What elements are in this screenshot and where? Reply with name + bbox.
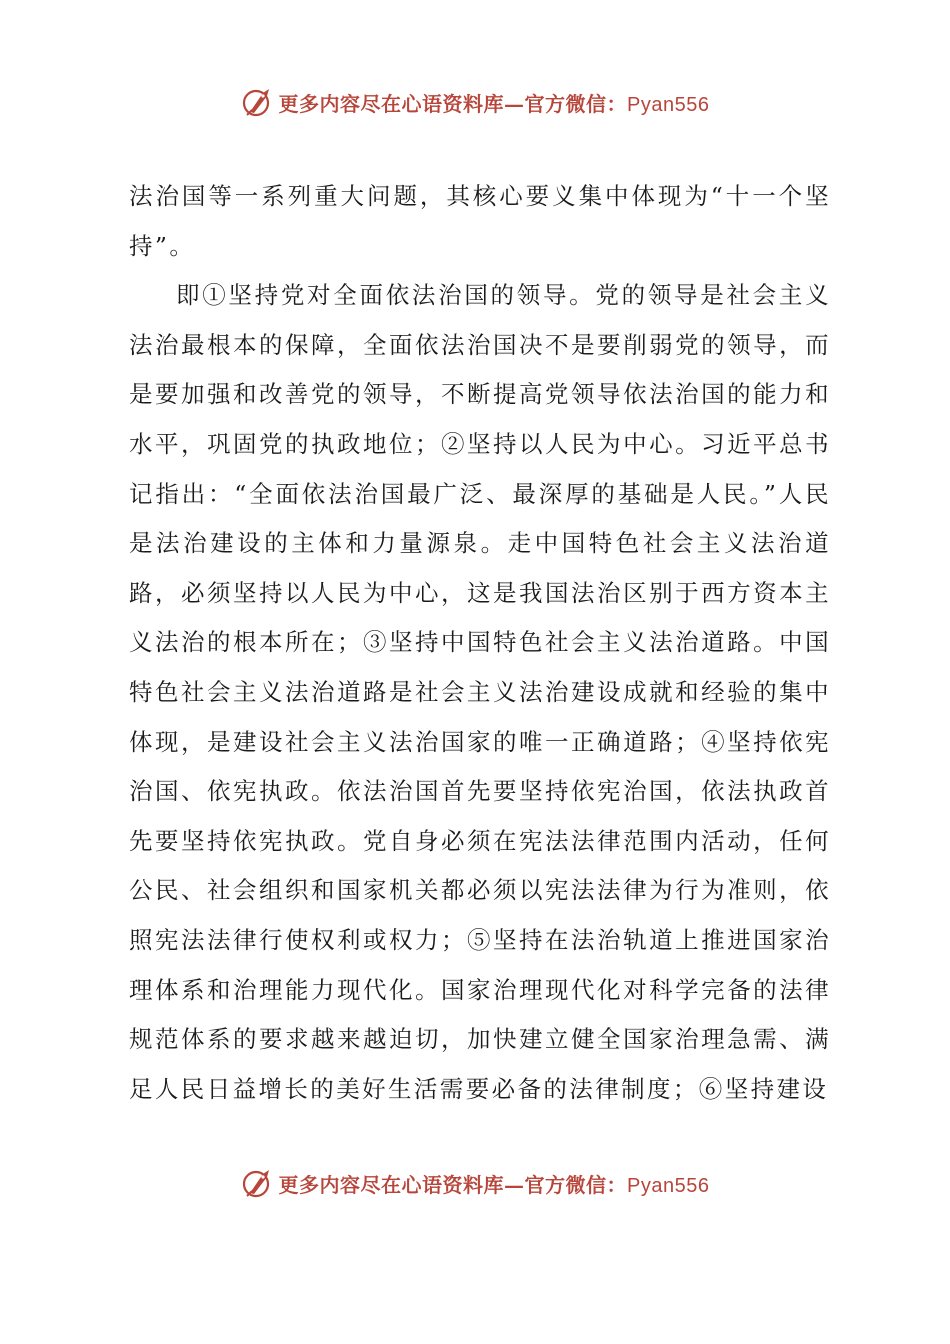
document-body — [129, 172, 831, 1114]
banner-text — [279, 88, 710, 117]
footer-banner — [0, 1161, 950, 1205]
header-banner — [0, 80, 950, 124]
banner-text — [279, 1169, 710, 1198]
banner-title: 更多内容尽在心语资料库—官方微信： — [278, 91, 628, 116]
pen-nib-logo-icon — [241, 85, 275, 119]
wechat-id: Pyan556 — [627, 1174, 710, 1197]
paragraph-1: 法治国等一系列重大问题，其核心要义集中体现为“十一个坚持”。 — [129, 182, 831, 260]
pen-nib-logo-icon — [241, 1166, 275, 1200]
banner-title: 更多内容尽在心语资料库—官方微信： — [278, 1172, 628, 1197]
paragraph-2: 即①坚持党对全面依法治国的领导。党的领导是社会主义法治最根本的保障，全面依法治国决不是要削弱党的领导，而是要加强和改善党的领导，不断提高党领导依法治国的能力和水平，巩固党的执政地位；②坚持以人民为中心。习近平总书记指出：“全面依法治国最广泛、最深厚的基础是人民。”人民是法治建设的主体和力量源泉。走中国特色社会主义法治道路，必须坚持以人民为中心，这是我国法治区别于西方资本主义法治的根本所在；③坚持中国特色社会主义法治道路。中国特色社会主义法治道路是社会主义法治建设成就和经验的集中体现，是建设社会主义法治国家的唯一正确道路；④坚持依宪治国、依宪执政。依法治国首先要坚持依宪治国，依法执政首先要坚持依宪执政。党自身必须在宪法法律范围内活动，任何公民、社会组织和国家机关都必须以宪法法律为行为准则，依照宪法法律行使权利或权力；⑤坚持在法治轨道上推进国家治理体系和治理能力现代化。国家治理现代化对科学完备的法律规范体系的要求越来越迫切，加快建立健全国家治理急需、满足人民日益增长的美好生活需要必备的法律制度；⑥坚持建设 — [129, 281, 831, 1103]
wechat-id: Pyan556 — [627, 93, 710, 116]
